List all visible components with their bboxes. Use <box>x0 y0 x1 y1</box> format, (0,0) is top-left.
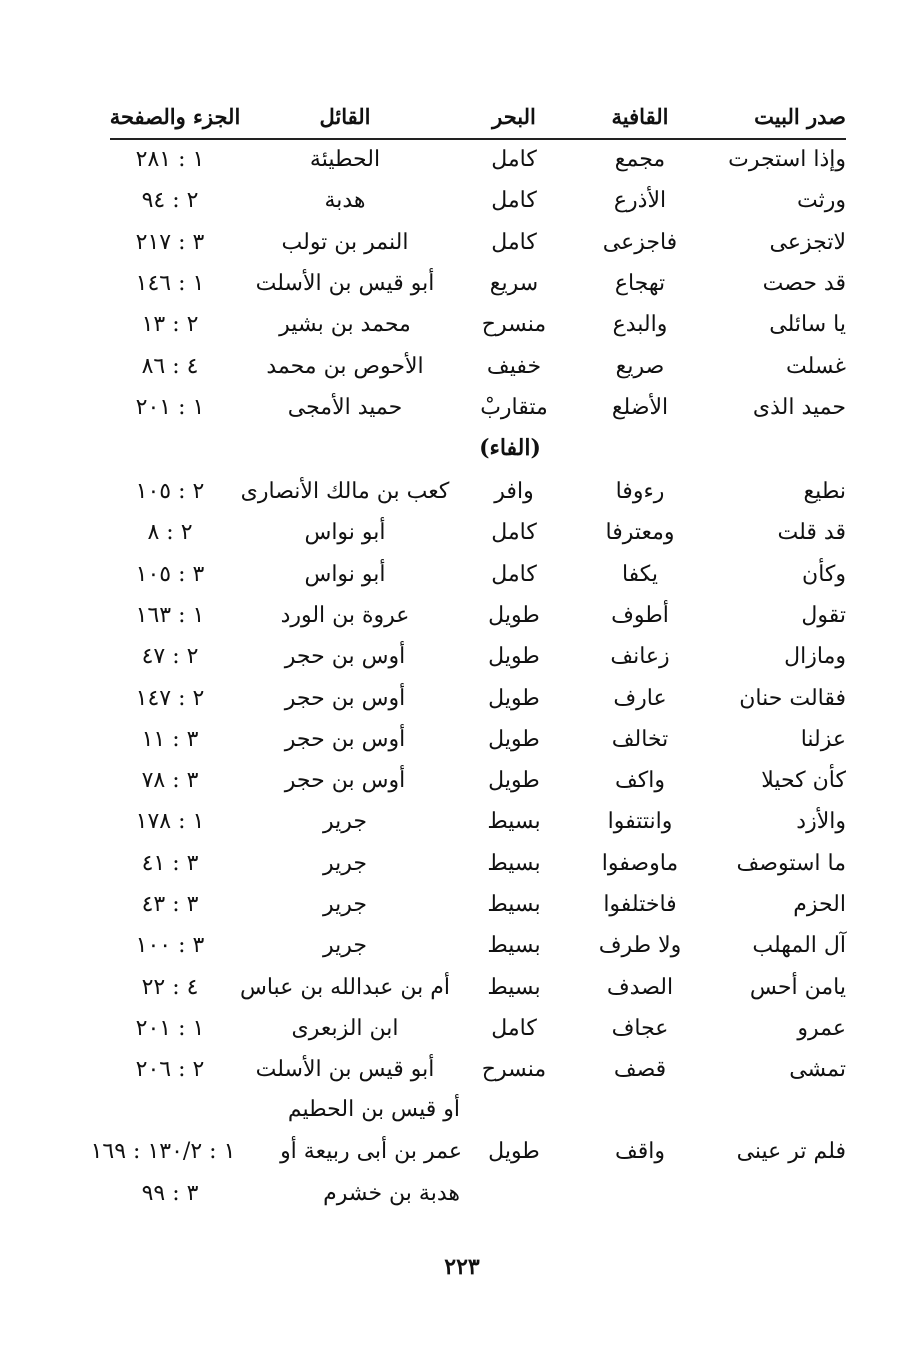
table-row <box>0 347 924 387</box>
table-row <box>0 388 924 428</box>
table-row <box>0 596 924 636</box>
cell-ref: ١ : ١٧٨ <box>135 809 205 835</box>
cell-ref: ٤ : ٢٢ <box>141 974 199 1000</box>
cell-sadr: نطيع <box>803 479 846 504</box>
table-row <box>0 802 924 842</box>
cell-qafiya: قصف <box>613 1057 667 1083</box>
cell-qafiya: رءوفا <box>615 479 665 504</box>
cell-ref: ١ : ١٤٦ <box>135 270 205 296</box>
cell-ref: ١ : ٢٠١ <box>135 1015 205 1041</box>
cell-qafiya: فاجزعى <box>602 229 678 255</box>
cell-qafiya: واقف <box>614 1139 666 1164</box>
cell-ref: ٣ : ٧٨ <box>141 768 199 794</box>
cell-bahr: كامل <box>491 520 537 546</box>
table-row <box>0 181 924 221</box>
cell-sadr: آل المهلب <box>752 933 846 959</box>
cell-bahr: بسيط <box>487 933 541 959</box>
table-row <box>0 720 924 760</box>
cell-sadr: الحزم <box>793 892 846 917</box>
cell-ref: ١ : ١٣٠/٢ : ١٦٩ <box>90 1139 236 1164</box>
cell-ref: ٢ : ١٠٥ <box>135 479 205 504</box>
table-row <box>0 885 924 925</box>
cell-qafiya: الأذرع <box>613 188 667 214</box>
cell-ref: ٣ : ١١ <box>141 726 199 752</box>
cell-ref: ٣ : ٢١٧ <box>135 229 205 255</box>
cell-bahr: كامل <box>491 229 537 255</box>
table-row <box>0 140 924 180</box>
cell-ref: ٣ : ٤١ <box>141 850 199 876</box>
cell-qail: أوس بن حجر <box>284 685 406 711</box>
cell-sadr: لاتجزعى <box>769 229 846 255</box>
cell-bahr: طويل <box>488 1139 540 1164</box>
cell-bahr: متقاربْ <box>480 394 548 420</box>
cell-qafiya: عجاف <box>611 1015 669 1041</box>
cell-qafiya: يكفا <box>621 561 659 587</box>
cell-ref: ٢ : ٢٠٦ <box>135 1057 205 1083</box>
cell-qafiya: ولا طرف <box>598 933 682 959</box>
cell-bahr: وافر <box>494 479 534 504</box>
cell-qail: أوس بن حجر <box>284 644 406 670</box>
cell-sadr: قد قلت <box>777 520 846 546</box>
cell-qail: أوس بن حجر <box>284 768 406 794</box>
cell-sadr: تمشى <box>789 1057 846 1083</box>
cell-qafiya: تخالف <box>611 726 669 752</box>
cell-bahr: كامل <box>491 147 537 172</box>
table-row <box>0 844 924 884</box>
cell-ref: ٣ : ١٠٠ <box>135 933 205 959</box>
cell-qafiya: ومعترفا <box>605 520 675 546</box>
cell-bahr: منسرح <box>481 312 547 338</box>
cell-sadr: يا سائلى <box>769 312 846 338</box>
cell-qafiya: تهجاع <box>614 270 666 296</box>
cell-qafiya: الصدف <box>606 974 674 1000</box>
cell-qail: أم بن عبدالله بن عباس <box>240 974 450 1000</box>
cell-qail: جرير <box>323 850 367 876</box>
cell-qail: عمر بن أبى ربيعة أو <box>280 1139 462 1164</box>
cell-qail: كعب بن مالك الأنصارى <box>240 479 450 504</box>
cell-qafiya: مجمع <box>614 147 666 172</box>
cell-qafiya: فاختلفوا <box>603 892 677 917</box>
cell-ref: ١ : ٢٠١ <box>135 394 205 420</box>
cell-sadr: تقول <box>801 602 846 628</box>
table-row <box>0 761 924 801</box>
cell-sadr: قد حصت <box>762 270 846 296</box>
cell-qail: ابن الزبعرى <box>291 1015 399 1041</box>
cell-bahr: كامل <box>491 561 537 587</box>
cell-sadr: عزلنا <box>800 726 846 752</box>
table-row <box>0 1132 924 1172</box>
cell-qail: أبو قيس بن الأسلت <box>255 1057 435 1083</box>
cell-ref: ٤ : ٨٦ <box>141 353 199 379</box>
cell-sadr: كأن كحيلا <box>761 768 846 794</box>
cell-bahr: خفيف <box>486 353 542 379</box>
cell-bahr: كامل <box>491 1015 537 1041</box>
cell-qafiya: الأضلع <box>611 394 669 420</box>
table-row <box>0 513 924 553</box>
cell-ref: ٣ : ١٠٥ <box>135 561 205 587</box>
cell-ref: ٢ : ١٣ <box>141 312 199 338</box>
table-row <box>0 968 924 1008</box>
cell-bahr: طويل <box>488 602 540 628</box>
cell-qafiya: صريع <box>615 353 665 379</box>
table-row <box>0 223 924 263</box>
table-row <box>0 1009 924 1049</box>
table-row <box>0 305 924 345</box>
table-row <box>0 264 924 304</box>
cell-bahr: طويل <box>488 644 540 670</box>
cell-ref: ٢ : ١٤٧ <box>135 685 205 711</box>
cell-ref: ٢ : ٨ <box>147 520 193 546</box>
cell-ref: ١ : ٢٨١ <box>135 147 205 172</box>
cell-sadr: حميد الذى <box>752 394 846 420</box>
cell-sadr: فقالت حنان <box>739 685 846 711</box>
cell-bahr: طويل <box>488 726 540 752</box>
cell-qail: حميد الأمجى <box>287 394 403 420</box>
cell-qafiya: ماوصفوا <box>601 850 679 876</box>
cell-ref: ٢ : ٩٤ <box>141 188 199 214</box>
cell-sadr: وكأن <box>802 561 846 587</box>
cell-bahr: كامل <box>491 188 537 214</box>
page-number: ٢٢٣ <box>444 1254 480 1280</box>
cell-bahr: بسيط <box>487 974 541 1000</box>
cell-bahr: طويل <box>488 768 540 794</box>
cell-bahr: طويل <box>488 685 540 711</box>
cell-qail: الحطيئة <box>309 147 381 172</box>
cell-sadr: ما استوصف <box>736 850 846 876</box>
cell-qail: هدبة <box>324 188 366 214</box>
cell-sadr: وإذا استجرت <box>728 147 846 172</box>
cell-bahr: سريع <box>489 270 539 296</box>
cell-ref: ١ : ١٦٣ <box>135 602 205 628</box>
cell-qafiya: والبدع <box>612 312 668 338</box>
cell-qail: أبو قيس بن الأسلت <box>255 270 435 296</box>
table-row <box>0 926 924 966</box>
cell-qafiya: عارف <box>613 685 667 711</box>
cell-qail: أبو نواس <box>304 561 386 587</box>
cell-sadr: يامن أحس <box>749 974 846 1000</box>
table-row <box>0 555 924 595</box>
cell-qail: جرير <box>323 933 367 959</box>
cell-qail: جرير <box>323 809 367 835</box>
cell-sadr: ورثت <box>797 188 846 214</box>
cell-qafiya: أطوف <box>611 602 669 628</box>
header-ref: الجزء والصفحة <box>109 104 241 129</box>
table-row <box>0 637 924 677</box>
table-row <box>0 679 924 719</box>
alt-author-line-2: هدبة بن خشرم <box>323 1181 460 1206</box>
cell-qafiya: زعانف <box>610 644 670 670</box>
cell-bahr: بسيط <box>487 850 541 876</box>
cell-qail: عروة بن الورد <box>280 602 410 628</box>
cell-qail: النمر بن تولب <box>281 229 409 255</box>
cell-sadr: فلم تر عينى <box>736 1139 846 1164</box>
cell-bahr: منسرح <box>481 1057 547 1083</box>
cell-qail: أبو نواس <box>304 520 386 546</box>
header-sadr: صدر البيت <box>754 104 846 129</box>
table-row <box>0 472 924 512</box>
section-title: (الفاء) <box>479 435 541 461</box>
cell-ref: ٢ : ٤٧ <box>141 644 199 670</box>
table-row <box>0 1050 924 1090</box>
alt-ref-2: ٣ : ٩٩ <box>141 1181 199 1206</box>
cell-qail: محمد بن بشير <box>279 312 411 338</box>
cell-ref: ٣ : ٤٣ <box>141 892 199 917</box>
header-bahr: البحر <box>492 104 536 129</box>
cell-qail: أوس بن حجر <box>284 726 406 752</box>
cell-sadr: عمرو <box>797 1015 846 1041</box>
cell-qafiya: وانتتفوا <box>607 809 673 835</box>
cell-bahr: بسيط <box>487 809 541 835</box>
alt-author-line: أو قيس بن الحطيم <box>287 1097 460 1122</box>
cell-qafiya: واكف <box>615 768 665 794</box>
cell-sadr: ومازال <box>784 644 846 670</box>
cell-bahr: بسيط <box>487 892 541 917</box>
header-qafiya: القافية <box>611 104 669 129</box>
header-qail: القائل <box>319 104 371 129</box>
cell-sadr: والأزد <box>796 809 846 835</box>
cell-qail: الأحوص بن محمد <box>266 353 424 379</box>
cell-sadr: غسلت <box>785 353 846 379</box>
cell-qail: جرير <box>323 892 367 917</box>
